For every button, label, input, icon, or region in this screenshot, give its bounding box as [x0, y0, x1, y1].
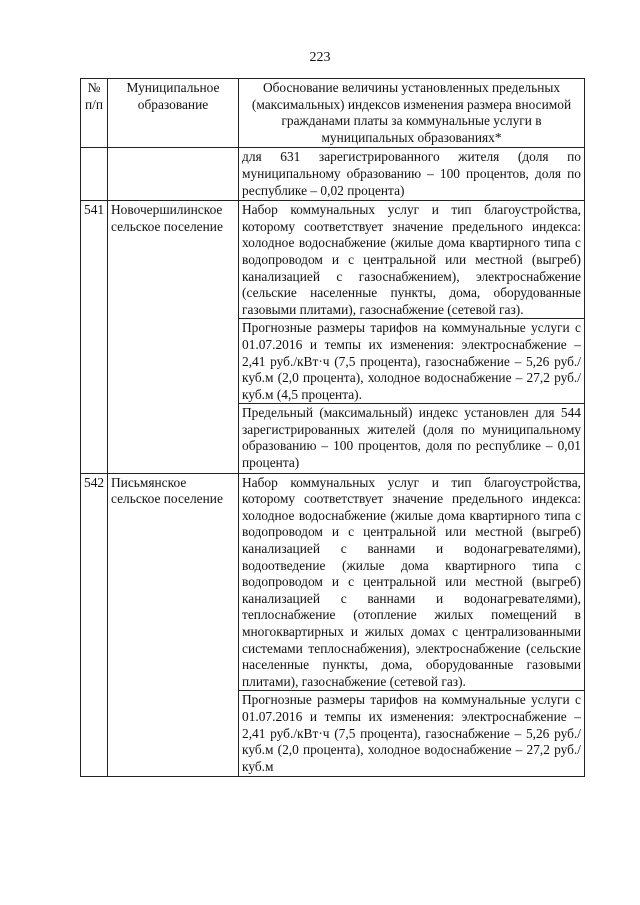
row-num: 541	[81, 201, 108, 474]
table-row	[81, 473, 585, 777]
row-municipality: Новочершилинское сельское поселение	[108, 201, 239, 474]
row-municipality	[108, 148, 239, 201]
page-number: 223	[309, 50, 331, 65]
justification-paragraph: Прогнозные размеры тарифов на коммунальные услуги с 01.07.2016 и темпы их изменения: электроснабжение – 2,41 руб./кВт·ч (7,5 процента), газоснабжение – 5,26 руб./куб.м (2,0 процента), холодное водоснабжение – 27,2 руб./куб.м (4,5 процента).	[242, 320, 581, 402]
table-header-row	[81, 79, 585, 148]
justification-paragraph: для 631 зарегистрированного жителя (доля по муниципальному образованию – 100 процентов, доля по республике – 0,02 процента)	[242, 149, 581, 198]
tariff-index-table	[80, 78, 585, 777]
header-municipality: Муниципальное образование	[108, 79, 239, 148]
justification-paragraph: Прогнозные размеры тарифов на коммунальные услуги с 01.07.2016 и темпы их изменения: электроснабжение – 2,41 руб./кВт·ч (7,5 процента), газоснабжение – 5,26 руб./куб.м (2,0 процента), холодное водоснабжение – 27,2 руб./куб.м	[242, 692, 581, 774]
row-justification	[239, 148, 585, 201]
row-justification	[239, 201, 585, 474]
justification-paragraph: Набор коммунальных услуг и тип благоустройства, которому соответствует значение предельного индекса: холодное водоснабжение (жилые дома квартирного типа с водопроводом и с центральной или местной (выгреб) канализацией с ваннами и водонагревателями), водоотведение (жилые дома квартирного типа с водопроводом и с центральной или местной (выгреб) канализацией с ваннами и водонагревателями), теплоснабжение (отопление жилых помещений в многоквартирных и жилых домах с централизованными системами теплоснабжения), электроснабжение (сельские населенные пункты, дома, оборудованные газовыми плитами), газоснабжение (сетевой газ).	[242, 474, 581, 689]
table-row	[81, 148, 585, 201]
row-num	[81, 148, 108, 201]
row-municipality: Письмянское сельское поселение	[108, 473, 239, 777]
row-num: 542	[81, 473, 108, 777]
justification-paragraph: Набор коммунальных услуг и тип благоустройства, которому соответствует значение предельного индекса: холодное водоснабжение (жилые дома квартирного типа с водопроводом и с центральной или местной (выгреб) канализацией с газоснабжением), электроснабжение (сельские населенные пункты, дома, оборудованные газовыми плитами), газоснабжение (сетевой газ).	[242, 202, 581, 317]
header-justification: Обоснование величины установленных предельных (максимальных) индексов изменения размера вносимой гражданами платы за коммунальные услуги в муниципальных образованиях*	[239, 79, 585, 148]
justification-paragraph: Предельный (максимальный) индекс установлен для 544 зарегистрированных жителей (доля по муниципальному образованию – 100 процентов, доля по республике – 0,01 процента)	[242, 405, 581, 471]
table-row	[81, 201, 585, 474]
row-justification	[239, 473, 585, 777]
header-num: № п/п	[81, 79, 108, 148]
